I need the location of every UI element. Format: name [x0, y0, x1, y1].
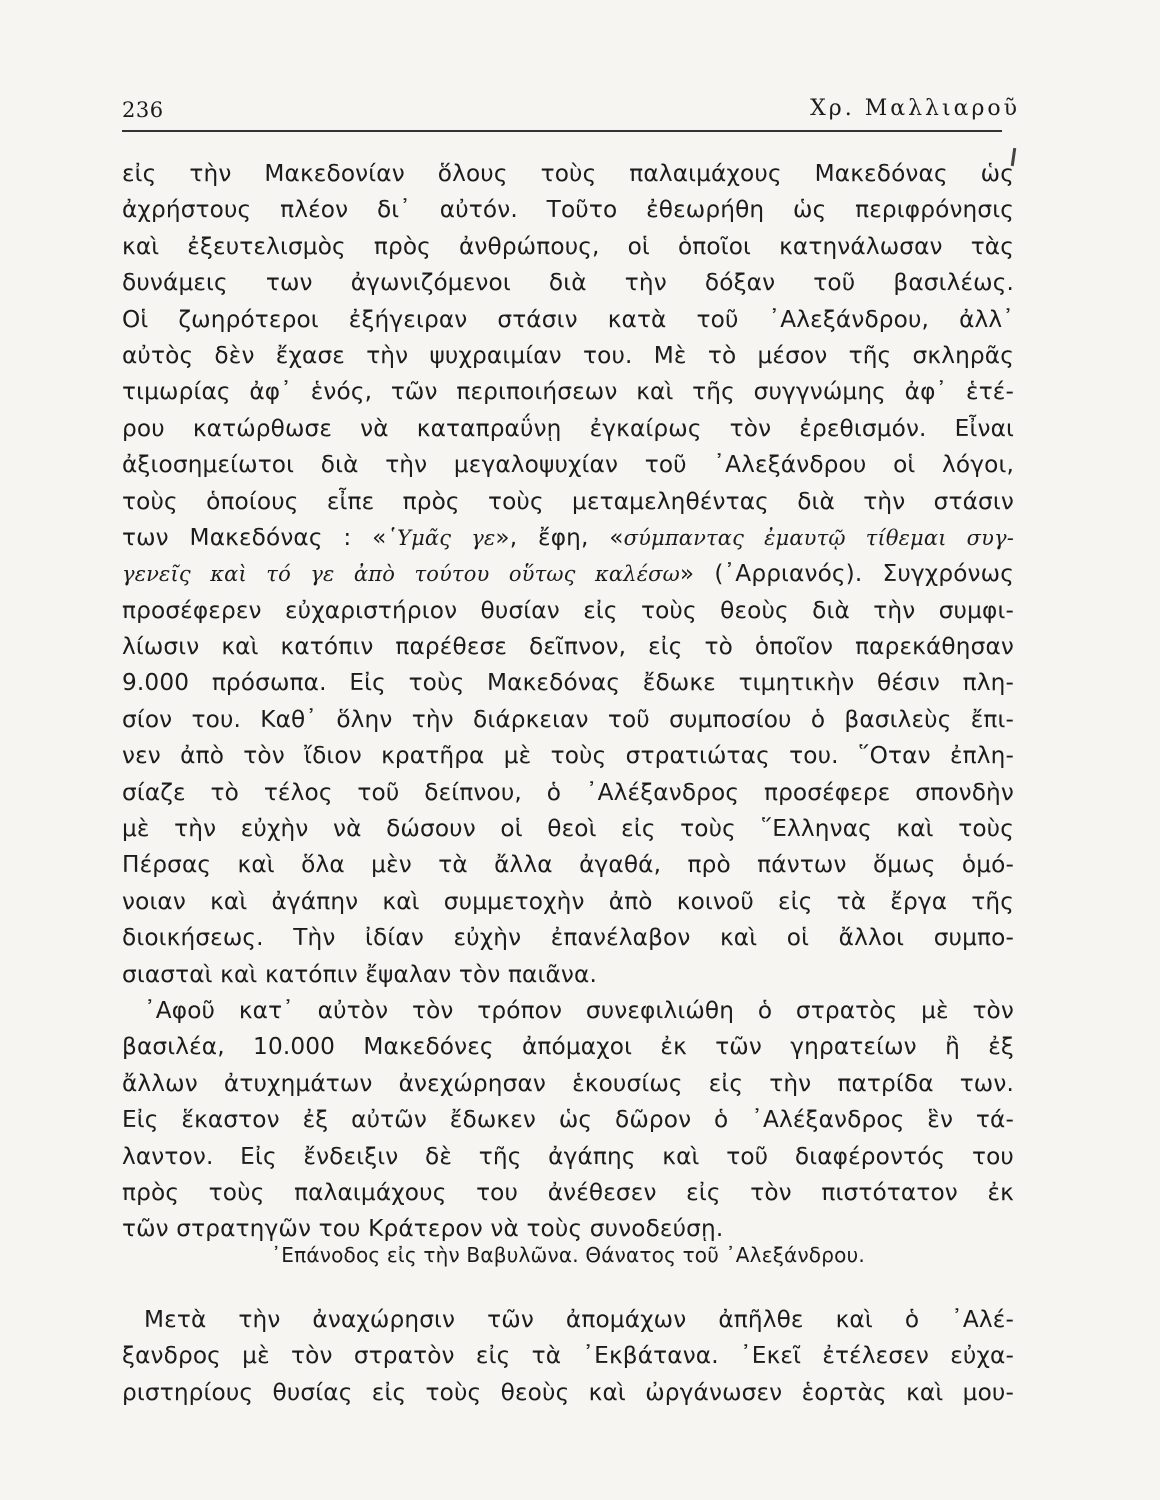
running-head [122, 96, 1020, 130]
text-line: ριστηρίους θυσίας εἰς τοὺς θεοὺς καὶ ὠργάνωσεν ἑορτὰς καὶ μου- [122, 1378, 1014, 1406]
quote-line [122, 556, 1014, 592]
quote-lead: των Μακεδόνας : « [122, 523, 387, 551]
quote-text: σύμπαντας ἐμαυτῷ τίθεμαι συγ- [623, 525, 1014, 550]
text-line: σίαζε τὸ τέλος τοῦ δείπνου, ὁ ᾿Αλέξανδρος προσέφερε σπονδὴν [122, 778, 1014, 806]
text-line: μὲ τὴν εὐχὴν νὰ δώσουν οἱ θεοὶ εἰς τοὺς ῞Ελληνας καὶ τοὺς [122, 815, 1014, 843]
text-line: σίον του. Καθ᾿ ὅλην τὴν διάρκειαν τοῦ συμποσίου ὁ βασιλεὺς ἔπι- [122, 705, 1014, 733]
text-line: ἀξιοσημείωτοι διὰ τὴν μεγαλοψυχίαν τοῦ ᾿Αλεξάνδρου οἱ λόγοι, [122, 451, 1014, 479]
text-line: εἰς τὴν Μακεδονίαν ὅλους τοὺς παλαιμάχους Μακεδόνας ὡς [122, 160, 1014, 187]
main-text [122, 156, 1014, 1248]
header-rule [122, 130, 1002, 132]
quote-mid: », ἔφη, « [495, 523, 624, 551]
main-text-continued [122, 1302, 1014, 1411]
text-line: προσέφερεν εὐχαριστήριον θυσίαν εἰς τοὺς θεοὺς διὰ τὴν συμφι- [122, 596, 1014, 624]
quote-tail: » (᾿Αρριανός). Συγχρόνως [679, 560, 1014, 588]
section-heading: ᾿Επάνοδος εἰς τὴν Βαβυλῶνα. Θάνατος τοῦ ᾿Αλεξάνδρου. [271, 1243, 865, 1267]
running-title: Χρ. Μαλλιαροῦ [810, 96, 1020, 121]
text-line: διοικήσεως. Τὴν ἰδίαν εὐχὴν ἐπανέλαβον καὶ οἱ ἄλλοι συμπο- [122, 924, 1014, 952]
text-line: νεν ἀπὸ τὸν ἴδιον κρατῆρα μὲ τοὺς στρατιώτας του. ῞Οταν ἐπλη- [122, 742, 1014, 770]
text-line: πρὸς τοὺς παλαιμάχους του ἀνέθεσεν εἰς τὸν πιστότατον ἐκ [122, 1178, 1014, 1206]
text-line: τοὺς ὁποίους εἶπε πρὸς τοὺς μεταμεληθέντας διὰ τὴν στάσιν [122, 487, 1014, 515]
text-line: Εἰς ἕκαστον ἐξ αὐτῶν ἔδωκεν ὡς δῶρον ὁ ᾿Αλέξανδρος ἓν τά- [122, 1106, 1014, 1134]
text-line: Μετὰ τὴν ἀναχώρησιν τῶν ἀπομάχων ἀπῆλθε καὶ ὁ ᾿Αλέ- [144, 1306, 1014, 1333]
text-line: καὶ ἐξευτελισμὸς πρὸς ἀνθρώπους, οἱ ὁποῖοι κατηνάλωσαν τὰς [122, 232, 1014, 260]
text-line: ἄλλων ἀτυχημάτων ἀνεχώρησαν ἑκουσίως εἰς τὴν πατρίδα των. [122, 1069, 1014, 1097]
text-line: 9.000 πρόσωπα. Εἰς τοὺς Μακεδόνας ἔδωκε τιμητικὴν θέσιν πλη- [122, 669, 1014, 697]
text-line: βασιλέα, 10.000 Μακεδόνες ἀπόμαχοι ἐκ τῶν γηρατείων ἢ ἐξ [122, 1033, 1014, 1061]
text-line: τιμωρίας ἀφ᾿ ἑνός, τῶν περιποιήσεων καὶ τῆς συγγνώμης ἀφ᾿ ἑτέ- [122, 378, 1014, 406]
quote-text: γενεῖς καὶ τό γε ἀπὸ τούτου οὕτως καλέσω [122, 562, 680, 587]
text-line: ἀχρήστους πλέον δι᾿ αὐτόν. Τοῦτο ἐθεωρήθη ὡς περιφρόνησις [122, 196, 1014, 224]
text-line: λαντον. Εἰς ἔνδειξιν δὲ τῆς ἀγάπης καὶ τοῦ διαφέροντός του [122, 1142, 1014, 1170]
text-line: σιασταὶ καὶ κατόπιν ἔψαλαν τὸν παιᾶνα. [122, 960, 597, 988]
text-line: αὐτὸς δὲν ἔχασε τὴν ψυχραιμίαν του. Μὲ τὸ μέσον τῆς σκληρᾶς [122, 341, 1014, 369]
quote-line [122, 520, 1014, 556]
text-line: δυνάμεις των ἀγωνιζόμενοι διὰ τὴν δόξαν τοῦ βασιλέως. [122, 269, 1014, 297]
text-line: Πέρσας καὶ ὅλα μὲν τὰ ἄλλα ἀγαθά, πρὸ πάντων ὅμως ὁμό- [122, 851, 1014, 879]
page-number: 236 [122, 98, 164, 122]
text-line: ξανδρος μὲ τὸν στρατὸν εἰς τὰ ᾿Εκβάτανα. ᾿Εκεῖ ἐτέλεσεν εὐχα- [122, 1342, 1014, 1370]
text-line: ᾿Αφοῦ κατ᾿ αὐτὸν τὸν τρόπον συνεφιλιώθη ὁ στρατὸς μὲ τὸν [144, 996, 1014, 1024]
text-line: λίωσιν καὶ κατόπιν παρέθεσε δεῖπνον, εἰς τὸ ὁποῖον παρεκάθησαν [122, 633, 1014, 661]
text-line: νοιαν καὶ ἀγάπην καὶ συμμετοχὴν ἀπὸ κοινοῦ εἰς τὰ ἔργα τῆς [122, 887, 1014, 915]
text-line: ρου κατώρθωσε νὰ καταπραΰνῃ ἐγκαίρως τὸν ἐρεθισμόν. Εἶναι [122, 414, 1014, 442]
text-line: τῶν στρατηγῶν του Κράτερον νὰ τοὺς συνοδεύσῃ. [122, 1215, 724, 1243]
text-line: Οἱ ζωηρότεροι ἐξήγειραν στάσιν κατὰ τοῦ ᾿Αλεξάνδρου, ἀλλ᾿ [122, 305, 1014, 333]
quote-text: ῾Υμᾶς γε [386, 525, 496, 550]
